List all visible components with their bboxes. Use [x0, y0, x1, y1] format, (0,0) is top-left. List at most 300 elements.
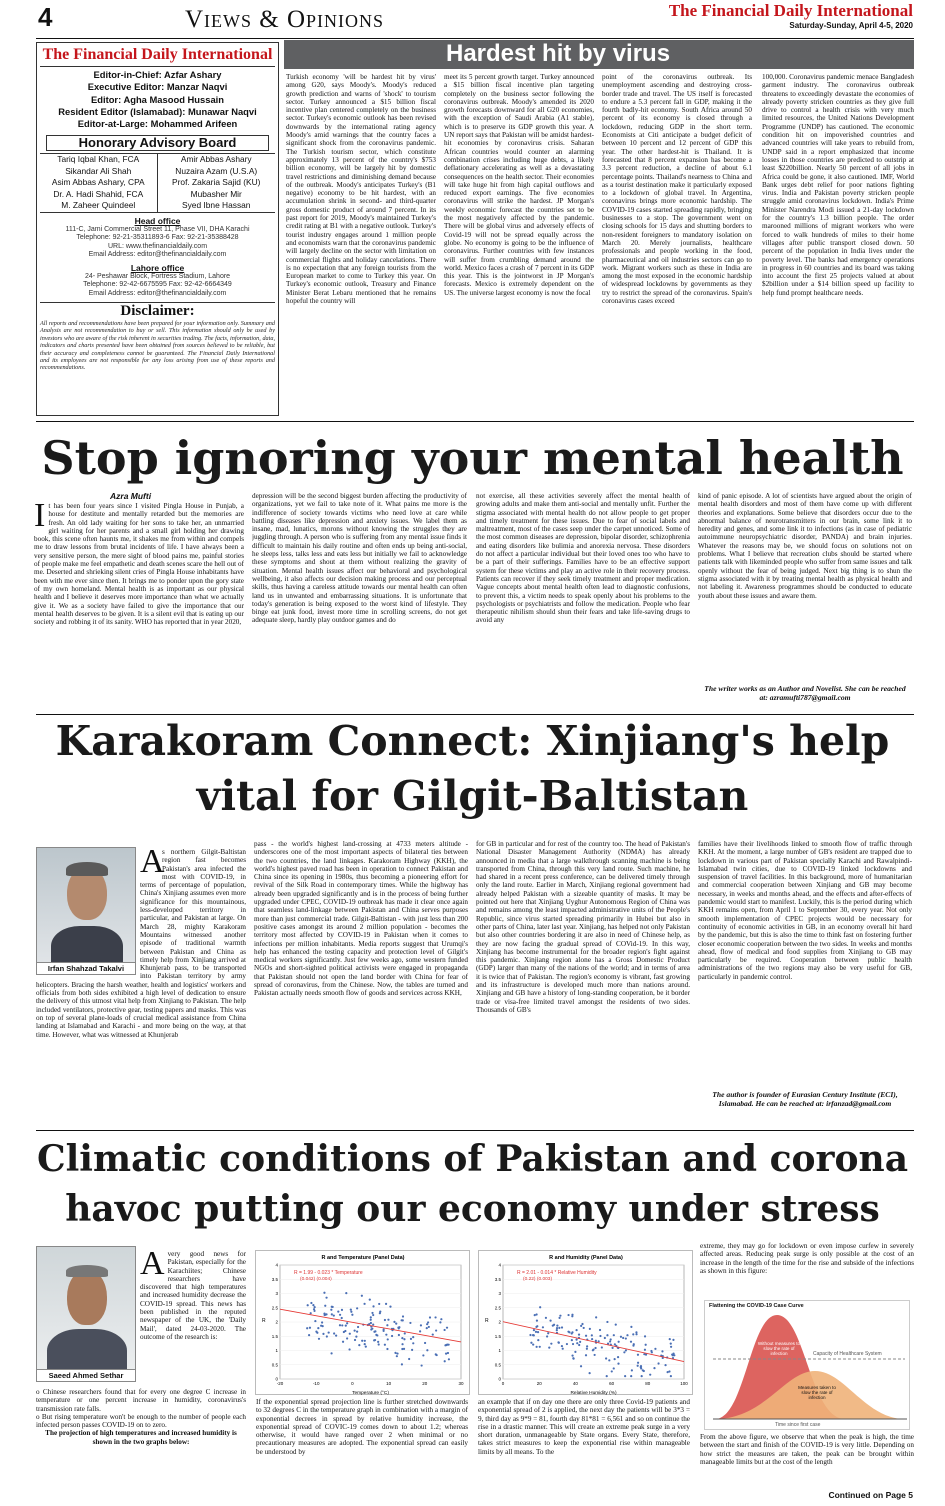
x-tick-label: 0 — [351, 1381, 354, 1386]
data-point — [343, 1331, 345, 1333]
y-tick-label: 3.5 — [271, 1276, 278, 1282]
data-point — [401, 1337, 403, 1339]
data-point — [426, 1327, 428, 1329]
editor-line: Editor-in-Chief: Azfar Ashary — [93, 69, 222, 80]
data-point — [364, 1340, 366, 1342]
head-office-line: Telephone: 92-21-35311893-6 Fax: 92-21-35388428 — [76, 234, 239, 242]
data-point — [376, 1334, 378, 1336]
data-point — [566, 1343, 568, 1345]
data-point — [356, 1331, 358, 1333]
article3-column — [254, 840, 468, 1126]
data-point — [321, 1321, 323, 1323]
top-rule — [36, 38, 914, 39]
data-point — [330, 1352, 332, 1354]
data-point — [586, 1348, 588, 1350]
article1-text: meet its 5 percent growth target. Turkey announced a $15 billion fiscal incentive plan targeting completely on the business sector following the coronavirus outbreak. Moody's amended its 2020 growth forecasts downward for all G20 economies, with the exception of Saudi Arabia (A1 stable), which is to preserve its GDP growth this year. A UN report says that Pakistan will be amidst hardest-hit economies by coronavirus crisis. Saharan African countries would counter an alarming combination crises including huge debts, a likely deflationary accelerating as well as a devastating consequences on the health sector. Their economies will take huge hit from high capital outflows and reduced export earnings. The five economies coronavirus will strike the hardest. JP Morgan's weekly economic forecast the countries set to be the most negatively affected by the pandemic. There will be global virus and adversely effects of Covid-19 will not be spread equally across the globe. No economy is going to be the influence of coronavirus. Further countries with few instances will suffer from crumbling demand around the world. Mexico faces a crash of 7 percent in its GDP this year. This is the jointworst in JP Morgan's forecasts. Mexico is extremely dependent on the US. The universe largest economy is now the focal — [444, 73, 594, 297]
data-point — [580, 1365, 582, 1367]
x-tick-label: -10 — [312, 1381, 320, 1386]
data-point — [372, 1314, 374, 1316]
data-point — [317, 1327, 319, 1329]
data-point — [314, 1320, 316, 1322]
data-point — [339, 1314, 341, 1316]
data-point — [341, 1324, 343, 1326]
data-point — [561, 1345, 563, 1347]
data-point — [318, 1338, 320, 1340]
head-office-line: URL: www.thefinancialdaily.com — [107, 242, 208, 250]
data-point — [365, 1346, 367, 1348]
photo-float-spacer — [36, 848, 140, 978]
article4-column — [36, 1250, 246, 1506]
data-point — [387, 1319, 389, 1321]
data-point — [537, 1331, 539, 1333]
data-point — [421, 1364, 423, 1366]
data-point — [562, 1348, 564, 1350]
data-point — [398, 1326, 400, 1328]
data-point — [411, 1349, 413, 1351]
x-tick-label: 60 — [609, 1381, 615, 1386]
data-point — [324, 1305, 326, 1307]
data-point — [670, 1346, 672, 1348]
curve-label: Time since first case — [775, 1422, 821, 1428]
data-point — [412, 1336, 414, 1338]
article3-text: s northern Gilgit-Baltistan region fast becomes Pakistan's area infected the most with COVID-19, in terms of percentage of population, China's Xinjiang assumes even more significance for this mountainous, less-developed territory in particular, and Pakistan at large. On March 28, mighty Karakoram Mountains witnessed another episode of traditional warmth between Pakistan and China as timely help from Xinjiang arrived at Khunjerab pass, to be transported into Pakistan territory by army helicopters. Bracing the harsh weather, health and logistics' workers and officials from both sides exhibited a high level of dedication to ensure the delivery of this utmost vital help from Xinjiang to Pakistan. The help included ventilators, protective gear, testing papers and masks. This was on top of several plane-loads of crucial medical assistance from China landing at Islamabad and Karachi - and more being on the way, at that time. However, what was witnessed at Khunjerab — [36, 848, 246, 1039]
data-point — [331, 1306, 333, 1308]
data-point — [574, 1351, 576, 1353]
data-point — [389, 1306, 391, 1308]
lahore-office-line: 24- Peshawar Block, Fortress Stadium, Lahore — [84, 272, 231, 280]
data-point — [609, 1340, 611, 1342]
data-point — [348, 1348, 350, 1350]
data-point — [372, 1323, 374, 1325]
data-point — [536, 1313, 538, 1315]
y-tick-label: 3 — [275, 1291, 278, 1296]
data-point — [635, 1331, 637, 1333]
editor-line: Editor-at-Large: Mohammed Arifeen — [77, 118, 238, 130]
data-point — [393, 1321, 395, 1323]
article3-text: pass - the world's highest land-crossing at 4733 meters altitude - underscores one of the most important aspects of bilateral ties between the two countries, the land linkages. Karakoram Highway (KKH), the world's highest paved road has been in operation to connect Pakistan and China since its opening in 1980s, thus becoming a pioneering effort for revival of the Silk Road in contemporary times. While the highway has already been upgraded significantly and is in the process of being further upgraded under CPEC, COVID-19 outbreak has made it clear once again that seamless land-linkage between Pakistan and China serves purposes more than just commercial trade. Gilgit-Baltistan - with just less than 200 positive cases amongst its around 2 million population - becomes the territory most affected by COVID-19 in Pakistan when it comes to infections per million inhabitants. Media reports suggest that Urumqi's help has enhanced the testing capacity and protection level of Gilgit's medical workers significantly. Just few weeks ago, some western funded NGOs and short-sighted political activists were engaged in propaganda that Pakistan should not open the land border with China for fear of spread of coronavirus, from the Chinese. Now, the tables are turned and Pakistan actually needs smooth flow of goods and services across KKH, — [254, 840, 468, 998]
data-point — [387, 1338, 389, 1340]
data-point — [637, 1365, 639, 1367]
data-point — [620, 1336, 622, 1338]
article1-text: Turkish economy 'will be hardest hit by virus' among G20, says Moody's. Moody's reduced growth prediction and warns of 'shock' to tourism sector. Turkey announced a $15 billion fiscal incentive plan centered completely on the business sector. Turkey's economic outlook has been revised downwards by the international rating agency Moody's amid warnings that the country faces a significant shock from the coronavirus pandemic. The Turkish tourism sector, which constitute approximately 13 percent of the country's $753 billion economy, will be largely hit by domestic travel restrictions and diminishing demand because of the outbreak. Moody's anticipates Turkey's (B1 negative) economy to be hit hardest, with an accumulation shrink in second- and third-quarter gross domestic product of around 7 percent. In its past report for 2019, Moody's maintained Turkey's credit rating at B1 with a negative outlook. Turkey's tourist industry engages around 1 million people and economists warn that the coronavirus pandemic will largely decline on the sector with limitation on commercial flights and holiday cancelations. There is no expectation that any foreign tourists from the European market to come to Turkey this year. On Turkey's economic outlook, Treasury and Finance Minister Berat Lebaru mentioned that he remains hopeful the country will — [286, 73, 436, 306]
data-point — [633, 1343, 635, 1345]
x-tick-label: 0 — [501, 1381, 505, 1386]
data-point — [637, 1354, 639, 1356]
data-point — [345, 1292, 347, 1294]
article4-column — [256, 1398, 468, 1498]
data-point — [448, 1344, 450, 1346]
article1-column — [444, 73, 594, 418]
page-number: 4 — [38, 2, 53, 32]
article1-column — [762, 73, 914, 418]
data-point — [630, 1326, 632, 1328]
data-point — [589, 1372, 591, 1374]
temperature-chart — [255, 1250, 470, 1395]
data-point — [617, 1363, 619, 1365]
data-point — [358, 1344, 360, 1346]
y-tick-label: 4 — [275, 1262, 278, 1268]
data-point — [445, 1353, 447, 1355]
data-point — [333, 1332, 335, 1334]
data-point — [530, 1342, 532, 1344]
data-point — [670, 1375, 672, 1377]
data-point — [558, 1327, 560, 1329]
data-point — [644, 1335, 646, 1337]
y-tick-label: 4 — [498, 1262, 501, 1268]
article4-text: extreme, they may go for lockdown or even impose curfew in severely affected areas. Reducing peak surge is only possible at the cost of an increase in the length of the time for the rise and subside of the infections as shown in this figure: — [700, 1242, 914, 1275]
data-point — [341, 1309, 343, 1311]
data-point — [310, 1312, 312, 1314]
data-point — [579, 1341, 581, 1343]
data-point — [536, 1320, 538, 1322]
data-point — [337, 1311, 339, 1313]
data-point — [370, 1316, 372, 1318]
regression-line — [280, 1309, 461, 1342]
data-point — [606, 1375, 608, 1377]
data-point — [572, 1343, 574, 1345]
data-point — [410, 1338, 412, 1340]
data-point — [606, 1334, 608, 1336]
data-point — [561, 1326, 563, 1328]
data-point — [346, 1322, 348, 1324]
data-point — [395, 1323, 397, 1325]
data-point — [542, 1326, 544, 1328]
advisory-board-title: Honorary Advisory Board — [46, 135, 269, 151]
lahore-office-line: Email Address: editor@thefinancialdaily.com — [88, 289, 227, 297]
data-point — [611, 1347, 613, 1349]
article4-dropcap: A — [140, 1250, 165, 1282]
data-point — [385, 1303, 387, 1305]
chart-coefficients: (0.042) (0.004) — [300, 1277, 332, 1282]
x-tick-label: 10 — [386, 1381, 392, 1386]
section-divider — [36, 1130, 914, 1131]
data-point — [575, 1339, 577, 1341]
data-point — [585, 1335, 587, 1337]
y-tick-label: 0 — [275, 1376, 278, 1382]
photo-float-spacer — [36, 1250, 140, 1388]
data-point — [312, 1304, 314, 1306]
data-point — [556, 1329, 558, 1331]
data-point — [535, 1326, 537, 1328]
curve-label: Without measures to slow the rate of infection — [757, 1341, 801, 1356]
data-point — [617, 1356, 619, 1358]
article3-author-note: The author is founder of Eurasian Century Institute (ECI), Islamabad. He can be reached at: irfanzad@gmail.com — [712, 1090, 898, 1108]
data-point — [326, 1335, 328, 1337]
data-point — [649, 1374, 651, 1376]
article2-headline: Stop ignoring your mental health — [41, 431, 904, 485]
chart-coefficients: (0.22) (0.003) — [523, 1277, 553, 1282]
data-point — [325, 1297, 327, 1299]
data-point — [435, 1353, 437, 1355]
data-point — [533, 1329, 535, 1331]
disclaimer-text: All reports and recommendations have been prepared for your information only. Summary and Analysis are not recommendation to buy or sell. This information should only be used by investors who are aware of the risk inherent in securities trading. The facts, information, data, indicators and charts presented have been obtained from sources believed to be reliable, but their accuracy and completeness cannot be guaranteed. The Financial Daily International and its employees are not responsible for any loss arising from use of these reports and recommendations. — [40, 320, 275, 372]
data-point — [670, 1342, 672, 1344]
flatten-curve-figure — [704, 1300, 910, 1430]
article2-column — [34, 502, 244, 710]
data-point — [401, 1319, 403, 1321]
article4-column — [700, 1433, 914, 1490]
data-point — [419, 1330, 421, 1332]
data-point — [637, 1362, 639, 1364]
regression-line — [503, 1322, 684, 1362]
data-point — [356, 1307, 358, 1309]
data-point — [447, 1352, 449, 1354]
data-point — [374, 1330, 376, 1332]
data-point — [331, 1313, 333, 1315]
data-point — [409, 1322, 411, 1324]
y-tick-label: 1.5 — [271, 1333, 278, 1339]
x-tick-label: 80 — [645, 1381, 651, 1386]
data-point — [539, 1346, 541, 1348]
article1-column — [286, 73, 436, 418]
y-tick-label: 3 — [498, 1291, 501, 1296]
data-point — [349, 1333, 351, 1335]
data-point — [325, 1313, 327, 1315]
data-point — [350, 1311, 352, 1313]
article4-headline-line1: Climatic conditions of Pakistan and corona — [36, 1138, 909, 1180]
section-divider — [36, 421, 914, 422]
data-point — [591, 1338, 593, 1340]
article3-headline-line1: Karakoram Connect: Xinjiang's help — [55, 717, 890, 765]
data-point — [404, 1332, 406, 1334]
continued-note: Continued on Page 5 — [828, 1490, 913, 1500]
data-point — [396, 1355, 398, 1357]
data-point — [384, 1319, 386, 1321]
data-point — [385, 1334, 387, 1336]
humidity-chart — [478, 1250, 693, 1395]
article1-column — [602, 73, 752, 418]
data-point — [533, 1334, 535, 1336]
data-point — [604, 1337, 606, 1339]
data-point — [432, 1333, 434, 1335]
data-point — [374, 1339, 376, 1341]
article1-headline: Hardest hit by virus — [284, 40, 914, 69]
data-point — [592, 1348, 594, 1350]
data-point — [630, 1375, 632, 1377]
data-point — [427, 1321, 429, 1323]
data-point — [370, 1319, 372, 1321]
data-point — [444, 1360, 446, 1362]
article4-text: If the exponential spread projection line is further stretched downwards to 32 degrees C in the temperature graph in combination with a margin of exponential decrees in spread by relative humidity increase, the exponential spread of COVIC-19 comes down to about 1.2; whereas otherwise, it would have ranged over 2 when minimal or no precautionary measures are adopted. The exponential spread can easily be understood by — [256, 1398, 468, 1456]
data-point — [420, 1324, 422, 1326]
y-tick-label: 1 — [275, 1348, 278, 1353]
advisory-member: Tariq Iqbal Khan, FCA — [40, 154, 158, 165]
data-point — [661, 1350, 663, 1352]
data-point — [556, 1325, 558, 1327]
staff-paper-name: The Financial Daily International — [40, 46, 275, 67]
data-point — [342, 1341, 344, 1343]
data-point — [546, 1335, 548, 1337]
data-point — [403, 1348, 405, 1350]
data-point — [586, 1345, 588, 1347]
editor-line: Resident Editor (Islamabad): Munawar Naqvi — [58, 105, 257, 117]
data-point — [671, 1353, 673, 1355]
data-point — [571, 1331, 573, 1333]
y-tick-label: 0 — [498, 1376, 501, 1382]
y-tick-label: 2 — [275, 1319, 278, 1325]
data-point — [558, 1317, 560, 1319]
advisory-member: Nuzaira Azam (U.S.A) — [175, 165, 258, 176]
data-point — [632, 1333, 634, 1335]
data-point — [583, 1327, 585, 1329]
article4-column — [478, 1398, 690, 1498]
data-point — [581, 1323, 583, 1325]
data-point — [549, 1320, 551, 1322]
data-point — [396, 1352, 398, 1354]
data-point — [314, 1306, 316, 1308]
data-point — [610, 1338, 612, 1340]
article3-column — [36, 848, 246, 1126]
data-point — [614, 1343, 616, 1345]
data-point — [556, 1327, 558, 1329]
data-point — [611, 1370, 613, 1372]
y-tick-label: 3.5 — [494, 1276, 501, 1282]
data-point — [402, 1315, 404, 1317]
data-point — [567, 1314, 569, 1316]
data-point — [422, 1354, 424, 1356]
data-point — [383, 1330, 385, 1332]
photo-caption: Saeed Ahmed Sethar — [37, 1369, 135, 1381]
advisory-member: Dr. A. Hadi Shahid, FCA — [40, 189, 158, 200]
data-point — [401, 1363, 403, 1365]
editor-line: Editor: Agha Masood Hussain — [91, 93, 224, 105]
advisory-member: Prof. Zakaria Sajid (KU) — [172, 177, 261, 188]
editor-line: Executive Editor: Manzar Naqvi — [87, 81, 228, 93]
data-point — [571, 1354, 573, 1356]
data-point — [439, 1321, 441, 1323]
data-point — [630, 1341, 632, 1343]
curve-title: Flattening the COVID-19 Case Curve — [709, 1303, 804, 1309]
data-point — [386, 1324, 388, 1326]
data-point — [307, 1304, 309, 1306]
article1-text: 100,000. Coronavirus pandemic menace Bangladesh garment industry. The coronavirus outbreak threatens to exceedingly devastate the economies of already poverty stricken countries as they give full drive to control a health crisis with very much limited resources, the United Nations Development Programme (UNDP) has cautioned. The economic condition hit on impoverished countries and advanced countries will take years to rebuild from, UNDP said in a report emphasized that income losses in those countries are predicted to outstrip at least $220billion. Nearly 50 percent of all jobs in Africa could be gone, it also cautioned. IMF, World Bank urges debt relief for poor nations fighting virus. India and Pakistan poverty stricken people struggle amid coronavirus lockdown. India's Prime Minister Narendra Modi issued a 21-day lockdown for the country's 1.3 billion people. The order marooned millions of migrant workers who were forced to walk hundreds of miles to their home villages after public transport closed down. 50 percent of the population in India lives under the poverty level. The banks had emergency operations in progress in 60 countries and its board was taking into account the first 25 projects valued at about $2billion under a $14 billion speed up facility to help fund prompt healthcare needs. — [762, 73, 914, 297]
article4-column — [700, 1242, 914, 1298]
data-point — [440, 1318, 442, 1320]
data-point — [320, 1325, 322, 1327]
article2-text: kind of panic episode. A lot of scientists have argued about the origin of mental health disorders and most of them have come up with different theories and explanations. Some believe that disorders occur due to the abnormal balance of neurotransmitters in our brain, some link it to heredity and genes, and some link it to infections (as in case of pediatric autoimmune neuropsychiatric disorder, PANDA) and brain injuries. Whatever the reasons may be, we should focus on solutions not on problems. What I believe that recreation clubs should be started where patients talk with likeminded people who suffer from same issues and talk openly without the fear of being judged. Next big thing is to shun the stigma associated with it by treating mental health as physical health and not labeling it. Awareness programmes should be conducted to educate youth about these issues and aware them. — [698, 492, 912, 600]
advisory-member: Amir Abbas Ashary — [180, 154, 252, 165]
data-point — [537, 1339, 539, 1341]
data-point — [559, 1315, 561, 1317]
data-point — [614, 1358, 616, 1360]
curve-label: Measures taken to slow the rate of infection — [798, 1385, 836, 1400]
y-tick-label: 1.5 — [494, 1333, 501, 1339]
advisory-board-grid — [40, 153, 275, 212]
data-point — [594, 1354, 596, 1356]
data-point — [608, 1359, 610, 1361]
data-point — [384, 1344, 386, 1346]
data-point — [377, 1341, 379, 1343]
article4-text: From the above figure, we observe that when the peak is high, the time between the start and finish of the COVID-19 is very little. Depending on how strict the measures are taken, the peak can be brought within manageable limits but at the cost of the length — [700, 1433, 914, 1466]
data-point — [448, 1358, 450, 1360]
data-point — [446, 1327, 448, 1329]
article4-headline-line2: havoc putting our economy under stress — [65, 1188, 880, 1230]
x-tick-label: 30 — [458, 1381, 464, 1386]
article4-intro: very good news for Pakistan, especially for the Karachiites; Chinese researchers have discovered that high temperatures and increased humidity decrease the COVID-19 spread. This news has been published in the reputed newspaper of the UK, the 'Daily Mail', dated 24-03-2020. The outcome of the research is: — [140, 1250, 246, 1341]
advisory-member: Syed Ibne Hassan — [182, 200, 251, 211]
data-point — [398, 1334, 400, 1336]
data-point — [354, 1339, 356, 1341]
curve-label: Capacity of Healthcare System — [813, 1351, 882, 1357]
data-point — [589, 1328, 591, 1330]
x-tick-label: 100 — [680, 1381, 688, 1386]
bullet-line: o But rising temperature won't be enough to the number of people each infected person passes COVID-19 on to zero. — [36, 1412, 246, 1430]
data-point — [328, 1331, 330, 1333]
data-point — [350, 1309, 352, 1311]
data-point — [571, 1339, 573, 1341]
chart-title: R and Humidity (Panel Data) — [549, 1255, 623, 1261]
data-point — [322, 1333, 324, 1335]
data-point — [585, 1354, 587, 1356]
data-point — [539, 1306, 541, 1308]
data-point — [354, 1329, 356, 1331]
data-point — [435, 1329, 437, 1331]
data-point — [316, 1332, 318, 1334]
chart-legend: R = 1.99 - 0.023 * Temperature — [294, 1270, 363, 1276]
article2-column — [252, 492, 467, 710]
data-point — [580, 1325, 582, 1327]
data-point — [378, 1343, 380, 1345]
data-point — [641, 1375, 643, 1377]
data-point — [429, 1316, 431, 1318]
data-point — [357, 1326, 359, 1328]
article2-byline: Azra Mufti — [110, 491, 152, 501]
advisory-member: Sikandar Ali Shah — [40, 166, 158, 177]
y-tick-label: 0.5 — [494, 1362, 501, 1368]
data-point — [623, 1351, 625, 1353]
data-point — [548, 1347, 550, 1349]
lahore-office-line: Telephone: 92-42-6675595 Fax: 92-42-6664349 — [83, 281, 232, 289]
data-point — [618, 1341, 620, 1343]
data-point — [576, 1342, 578, 1344]
editors-list — [40, 67, 275, 132]
data-point — [403, 1338, 405, 1340]
humidity-chart-svg — [479, 1251, 694, 1396]
data-point — [644, 1349, 646, 1351]
data-point — [428, 1326, 430, 1328]
y-axis-label: R — [485, 1318, 489, 1324]
data-point — [378, 1303, 380, 1305]
temperature-chart-svg — [256, 1251, 471, 1396]
chart-legend: R = 2.01 - 0.014 * Relative Humidity — [517, 1270, 597, 1276]
x-axis-label: Temperature (°C) — [352, 1391, 389, 1396]
data-point — [534, 1314, 536, 1316]
data-point — [601, 1346, 603, 1348]
article2-text: not exercise, all these activities severely affect the mental health of growing adults and make them anti-social and mentally unfit. Further the stigma associated with mental health do not allow people to get proper and timely treatment for these issues. Due to fear of social labels and maltreatment, most of the cases seep under the carpet unnoticed. Some of the most common diseases are depression, bipolar disorder, schizophrenia and eating disorders like bulimia and anorexia nervosa. These disorders do not affect a particular individual but their loved ones too who have to be a part of their sufferings. Families have to be an effective support system for these victims and play an active role in their recovery process. Patients can recover if they seek timely treatment and proper medication. Vague concepts about mental health often lead to diagnostic confusions, to prevent this, a victim needs to speak openly about his problems to the psychologists or psychiatrists and follow the medication. People who fear therapeutic nihilism should shun their fears and take life-saving drugs to avoid any — [476, 492, 690, 625]
data-point — [568, 1331, 570, 1333]
article2-text: t has been four years since I visited Pingla House in Punjab, a house for destitute and mentally retarded but the memories are fresh. An old lady waiting for her sons to take her, an unmarried girl waiting for her parents and a small girl holding her drawing book, this scene often haunts me, it shakes me from within and compels me to draw lessons from brutal incidents of life. I have always been a very sensitive person, the mere sight of blood pains me, painful stories of people make me feel empathetic and death scenes scare the hell out of me. Deserted and shrieking silent cries of Pingla House inhabitants have been with me ever since then. It brings me to ponder upon the gory state of my own homeland. Mental health is as important as our physical health and I believe it deserves more importance than what we actually give it. We as a society have failed to give the importance that our mental health deserves to be given. It is a silent evil that is eating up our society and robbing it of its sanity. WHO has reported that in year 2020, — [34, 502, 244, 627]
data-point — [631, 1369, 633, 1371]
data-point — [673, 1354, 675, 1356]
data-point — [333, 1314, 335, 1316]
data-point — [379, 1311, 381, 1313]
data-point — [625, 1337, 627, 1339]
data-point — [361, 1340, 363, 1342]
data-point — [615, 1323, 617, 1325]
data-point — [330, 1309, 332, 1311]
data-point — [654, 1348, 656, 1350]
data-point — [558, 1342, 560, 1344]
data-point — [369, 1299, 371, 1301]
data-point — [578, 1333, 580, 1335]
data-point — [642, 1369, 644, 1371]
data-point — [622, 1337, 624, 1339]
data-point — [605, 1357, 607, 1359]
x-tick-label: 40 — [572, 1381, 578, 1386]
article3-headline-line2: vital for Gilgit-Baltistan — [196, 772, 749, 820]
head-office-line: Email Address: editor@thefinancialdaily.com — [88, 251, 227, 259]
article4-graph-intro: The projection of high temperatures and increased humidity is shown in the two graphs below: — [45, 1429, 237, 1446]
